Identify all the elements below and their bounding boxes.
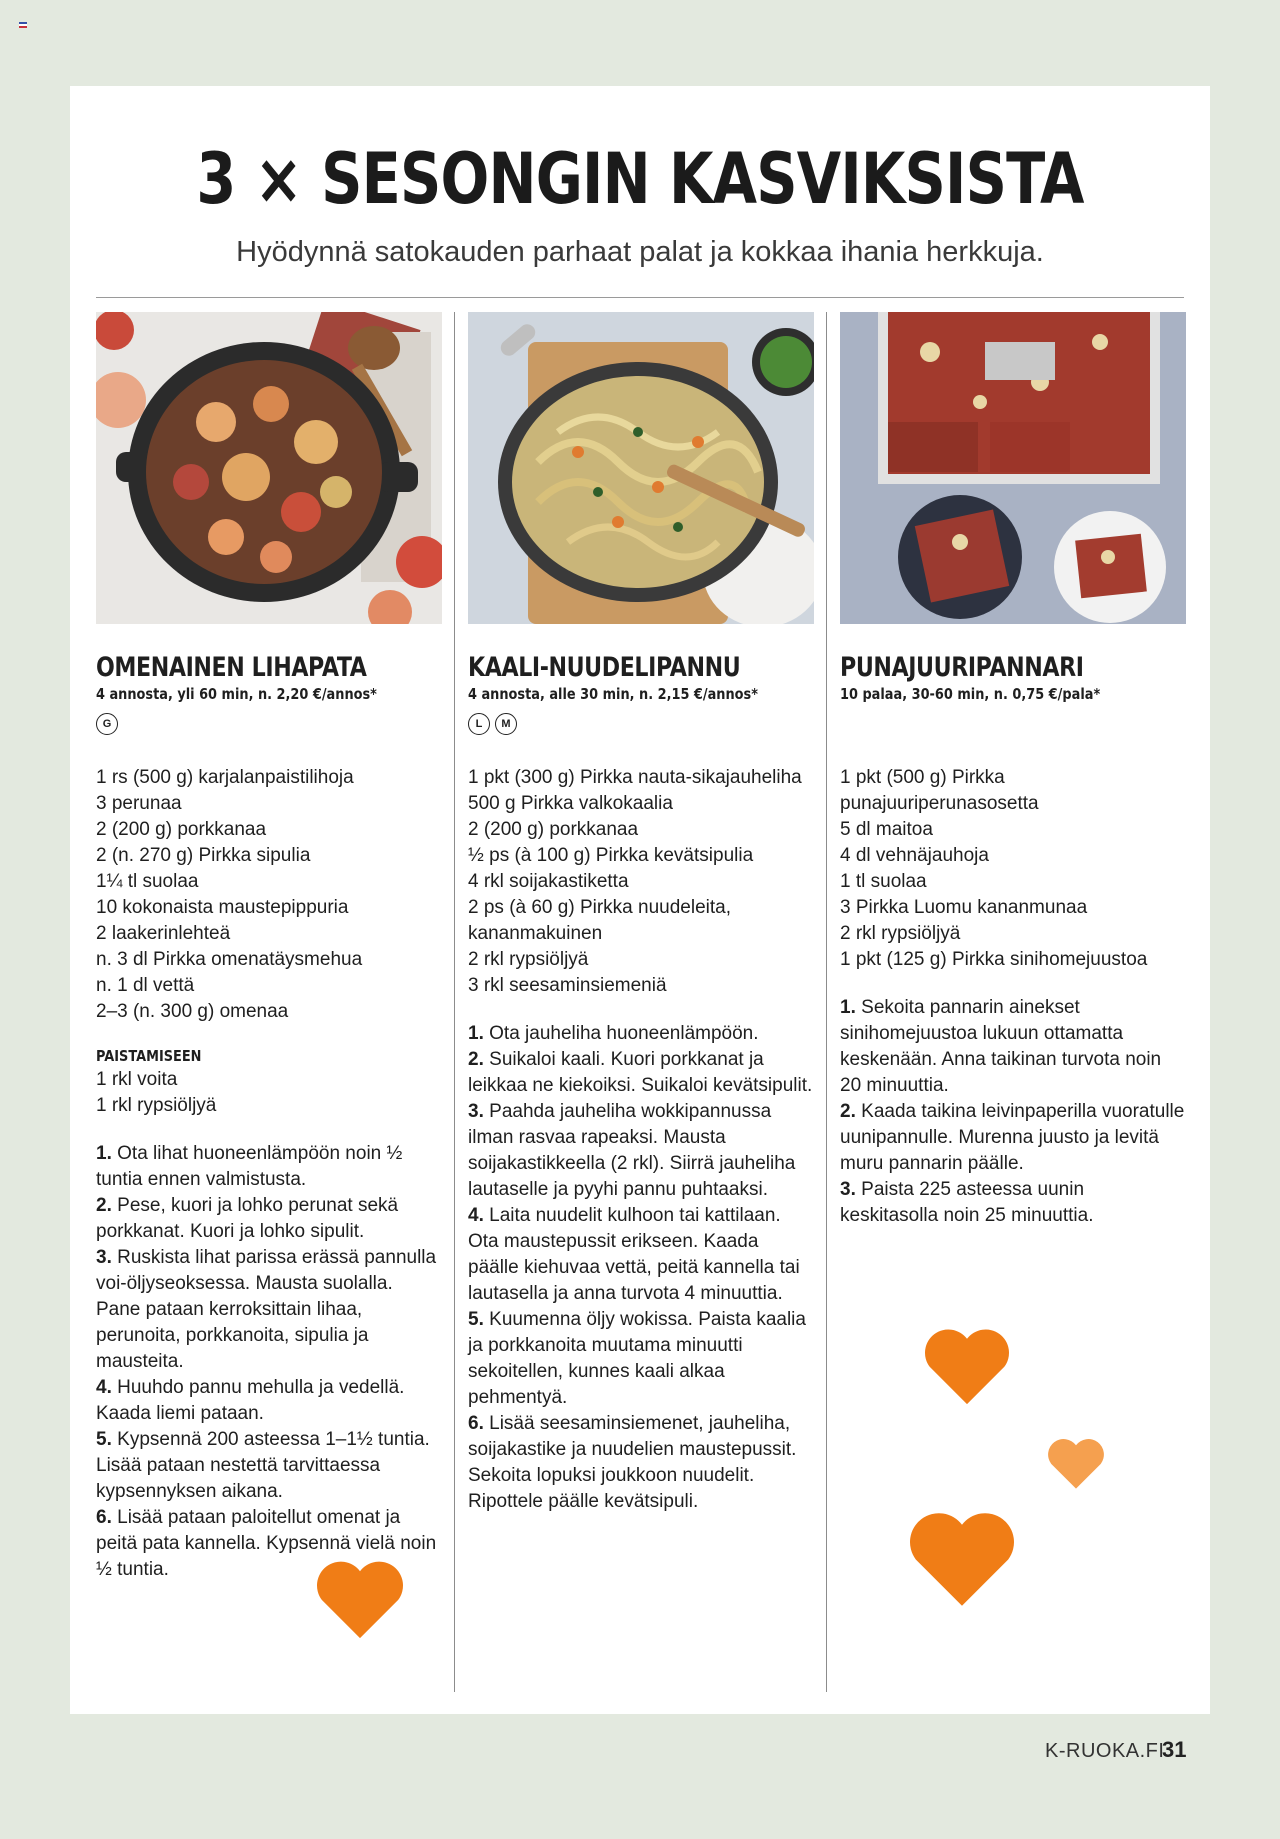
step xyxy=(96,1427,442,1505)
step-text: Sekoita pannarin ainekset sinihomejuustoa lukuun ottamatta keskenään. Anna taikinan turvota noin 20 minuuttia. xyxy=(840,997,1162,1096)
step-number: 2. xyxy=(840,1101,856,1122)
step-number: 5. xyxy=(96,1429,112,1450)
step xyxy=(96,1245,442,1375)
ingredient: 2 (n. 270 g) Pirkka sipulia xyxy=(96,845,311,866)
step-number: 3. xyxy=(96,1247,112,1268)
step-number: 5. xyxy=(468,1309,484,1330)
ingredient-list xyxy=(840,765,1186,973)
ingredient: 2 rkl rypsiöljyä xyxy=(468,949,589,970)
ingredient: 1 rs (500 g) karjalanpaistilihoja xyxy=(96,767,354,788)
step xyxy=(96,1193,442,1245)
step-list xyxy=(840,995,1186,1229)
step xyxy=(468,1203,814,1307)
step-text: Pese, kuori ja lohko perunat sekä porkkanat. Kuori ja lohko sipulit. xyxy=(96,1195,399,1242)
ingredient: 2 laakerinlehteä xyxy=(96,923,231,944)
ingredient: 1 rkl voita xyxy=(96,1069,178,1090)
ingredient: 1 pkt (125 g) Pirkka sinihomejuustoa xyxy=(840,949,1148,970)
beetroot-pancake-photo xyxy=(840,312,1186,624)
noodle-pan-photo xyxy=(468,312,814,624)
step-number: 4. xyxy=(96,1377,112,1398)
ingredient: 4 rkl soijakastiketta xyxy=(468,871,629,892)
step-number: 6. xyxy=(468,1413,484,1434)
diet-badge-m: M xyxy=(495,713,517,735)
step-list xyxy=(96,1141,442,1583)
step-number: 1. xyxy=(840,997,856,1018)
step-number: 4. xyxy=(468,1205,484,1226)
step xyxy=(840,1099,1186,1177)
step-number: 3. xyxy=(840,1179,856,1200)
diet-badges xyxy=(468,713,814,741)
ingredient: ½ ps (à 100 g) Pirkka kevätsipulia xyxy=(468,845,754,866)
step-text: Ota lihat huoneenlämpöön noin ½ tuntia ennen valmistusta. xyxy=(96,1143,403,1190)
step xyxy=(468,1021,814,1047)
ingredient: 3 Pirkka Luomu kananmunaa xyxy=(840,897,1088,918)
recipe-title: KAALI-NUUDELIPANNU xyxy=(468,652,741,683)
page-subtitle: Hyödynnä satokauden parhaat palat ja kokkaa ihania herkkuja. xyxy=(236,236,1044,268)
ingredient: 2 (200 g) porkkanaa xyxy=(468,819,639,840)
step-list xyxy=(468,1021,814,1515)
step-text: Lisää pataan paloitellut omenat ja peitä pata kannella. Kypsennä vielä noin ½ tuntia. xyxy=(96,1507,437,1580)
ingredient: 10 kokonaista maustepippuria xyxy=(96,897,349,918)
ingredient: 500 g Pirkka valkokaalia xyxy=(468,793,673,814)
ingredient: 2–3 (n. 300 g) omenaa xyxy=(96,1001,289,1022)
section-heading: PAISTAMISEEN xyxy=(96,1047,202,1065)
step xyxy=(468,1047,814,1099)
ingredient: 1 rkl rypsiöljyä xyxy=(96,1095,217,1116)
ingredient: 1 tl suolaa xyxy=(840,871,927,892)
ingredient: 1¼ tl suolaa xyxy=(96,871,199,892)
step-number: 1. xyxy=(96,1143,112,1164)
ingredient: n. 3 dl Pirkka omenatäysmehua xyxy=(96,949,363,970)
ingredient: 3 perunaa xyxy=(96,793,182,814)
ingredient: 1 pkt (300 g) Pirkka nauta-sikajauheliha xyxy=(468,767,802,788)
recipe-column-punajuuripannari xyxy=(840,312,1186,1229)
diet-badges xyxy=(96,713,442,741)
recipe-title: PUNAJUURIPANNARI xyxy=(840,652,1084,683)
step-number: 3. xyxy=(468,1101,484,1122)
diet-badge-l: L xyxy=(468,713,490,735)
page-title: 3 × SESONGIN KASVIKSISTA xyxy=(196,138,1084,220)
step-text: Lisää seesaminsiemenet, jauheliha, soijakastike ja nuudelien maustepussit. Sekoita lopuksi joukkoon nuudelit. Ripottele päälle kevätsipuli. xyxy=(468,1413,797,1512)
ingredient: n. 1 dl vettä xyxy=(96,975,195,996)
step xyxy=(468,1411,814,1515)
step-number: 2. xyxy=(468,1049,484,1070)
step-text: Huuhdo pannu mehulla ja vedellä. Kaada liemi pataan. xyxy=(96,1377,405,1424)
recipe-column-nuudelipannu xyxy=(468,312,814,1515)
heart-icon xyxy=(920,1322,1014,1406)
step-text: Suikaloi kaali. Kuori porkkanat ja leikkaa ne kiekoiksi. Suikaloi kevätsipulit. xyxy=(468,1049,813,1096)
step-number: 6. xyxy=(96,1507,112,1528)
ingredient: 5 dl maitoa xyxy=(840,819,933,840)
step-text: Kaada taikina leivinpaperilla vuoratulle uunipannulle. Murenna juusto ja levitä muru pannarin päälle. xyxy=(840,1101,1185,1174)
step-text: Laita nuudelit kulhoon tai kattilaan. Ota maustepussit erikseen. Kaada päälle kiehuvaa vettä, peitä kannella tai lautasella ja anna turvota 4 minuuttia. xyxy=(468,1205,800,1304)
recipe-meta: 4 annosta, yli 60 min, n. 2,20 €/annos* xyxy=(96,685,377,703)
page-number: 31 xyxy=(1162,1737,1187,1762)
step xyxy=(96,1375,442,1427)
heart-icon xyxy=(904,1504,1020,1608)
heart-icon xyxy=(312,1554,408,1640)
step-text: Paista 225 asteessa uunin keskitasolla noin 25 minuuttia. xyxy=(840,1179,1094,1226)
recipe-column-lihapata xyxy=(96,312,442,1583)
divider xyxy=(96,297,1184,298)
recipe-card xyxy=(70,86,1210,1714)
step-text: Kypsennä 200 asteessa 1–1½ tuntia. Lisää pataan nestettä tarvittaessa kypsennyksen aikana. xyxy=(96,1429,430,1502)
diet-badge-g: G xyxy=(96,713,118,735)
ingredient: 3 rkl seesaminsiemeniä xyxy=(468,975,667,996)
ingredient-list xyxy=(468,765,814,999)
diet-badges xyxy=(840,713,1186,741)
step xyxy=(840,995,1186,1099)
column-divider xyxy=(826,312,827,1692)
section-list xyxy=(96,1067,442,1119)
ingredient: 2 ps (à 60 g) Pirkka nuudeleita, kananmakuinen xyxy=(468,897,731,944)
heart-icon xyxy=(1045,1434,1107,1490)
recipe-title: OMENAINEN LIHAPATA xyxy=(96,652,367,683)
recipe-meta: 4 annosta, alle 30 min, n. 2,15 €/annos* xyxy=(468,685,758,703)
step-text: Ruskista lihat parissa erässä pannulla voi-öljyseoksessa. Mausta suolalla. Pane pataan kerroksittain lihaa, perunoita, porkkanoita, sipulia ja mausteita. xyxy=(96,1247,437,1372)
step-text: Paahda jauheliha wokkipannussa ilman rasvaa rapeaksi. Mausta soijakastikkeella (2 rkl). Siirrä jauheliha lautaselle ja pyyhi pannu puhtaaksi. xyxy=(468,1101,796,1200)
ingredient: 4 dl vehnäjauhoja xyxy=(840,845,989,866)
stew-photo xyxy=(96,312,442,624)
ingredient: 1 pkt (500 g) Pirkka punajuuriperunasosetta xyxy=(840,767,1039,814)
step-text: Ota jauheliha huoneenlämpöön. xyxy=(489,1023,759,1044)
footer-site: K-RUOKA.FI xyxy=(1045,1740,1165,1762)
step-number: 2. xyxy=(96,1195,112,1216)
step xyxy=(840,1177,1186,1229)
ingredient: 2 rkl rypsiöljyä xyxy=(840,923,961,944)
recipe-meta: 10 palaa, 30-60 min, n. 0,75 €/pala* xyxy=(840,685,1101,703)
step xyxy=(468,1307,814,1411)
step-number: 1. xyxy=(468,1023,484,1044)
ingredient-list xyxy=(96,765,442,1025)
ingredient: 2 (200 g) porkkanaa xyxy=(96,819,267,840)
step xyxy=(96,1141,442,1193)
column-divider xyxy=(454,312,455,1692)
step xyxy=(468,1099,814,1203)
flag-icon xyxy=(19,22,27,28)
step-text: Kuumenna öljy wokissa. Paista kaalia ja porkkanoita muutama minuutti sekoitellen, kunnes kaali alkaa pehmentyä. xyxy=(468,1309,806,1408)
